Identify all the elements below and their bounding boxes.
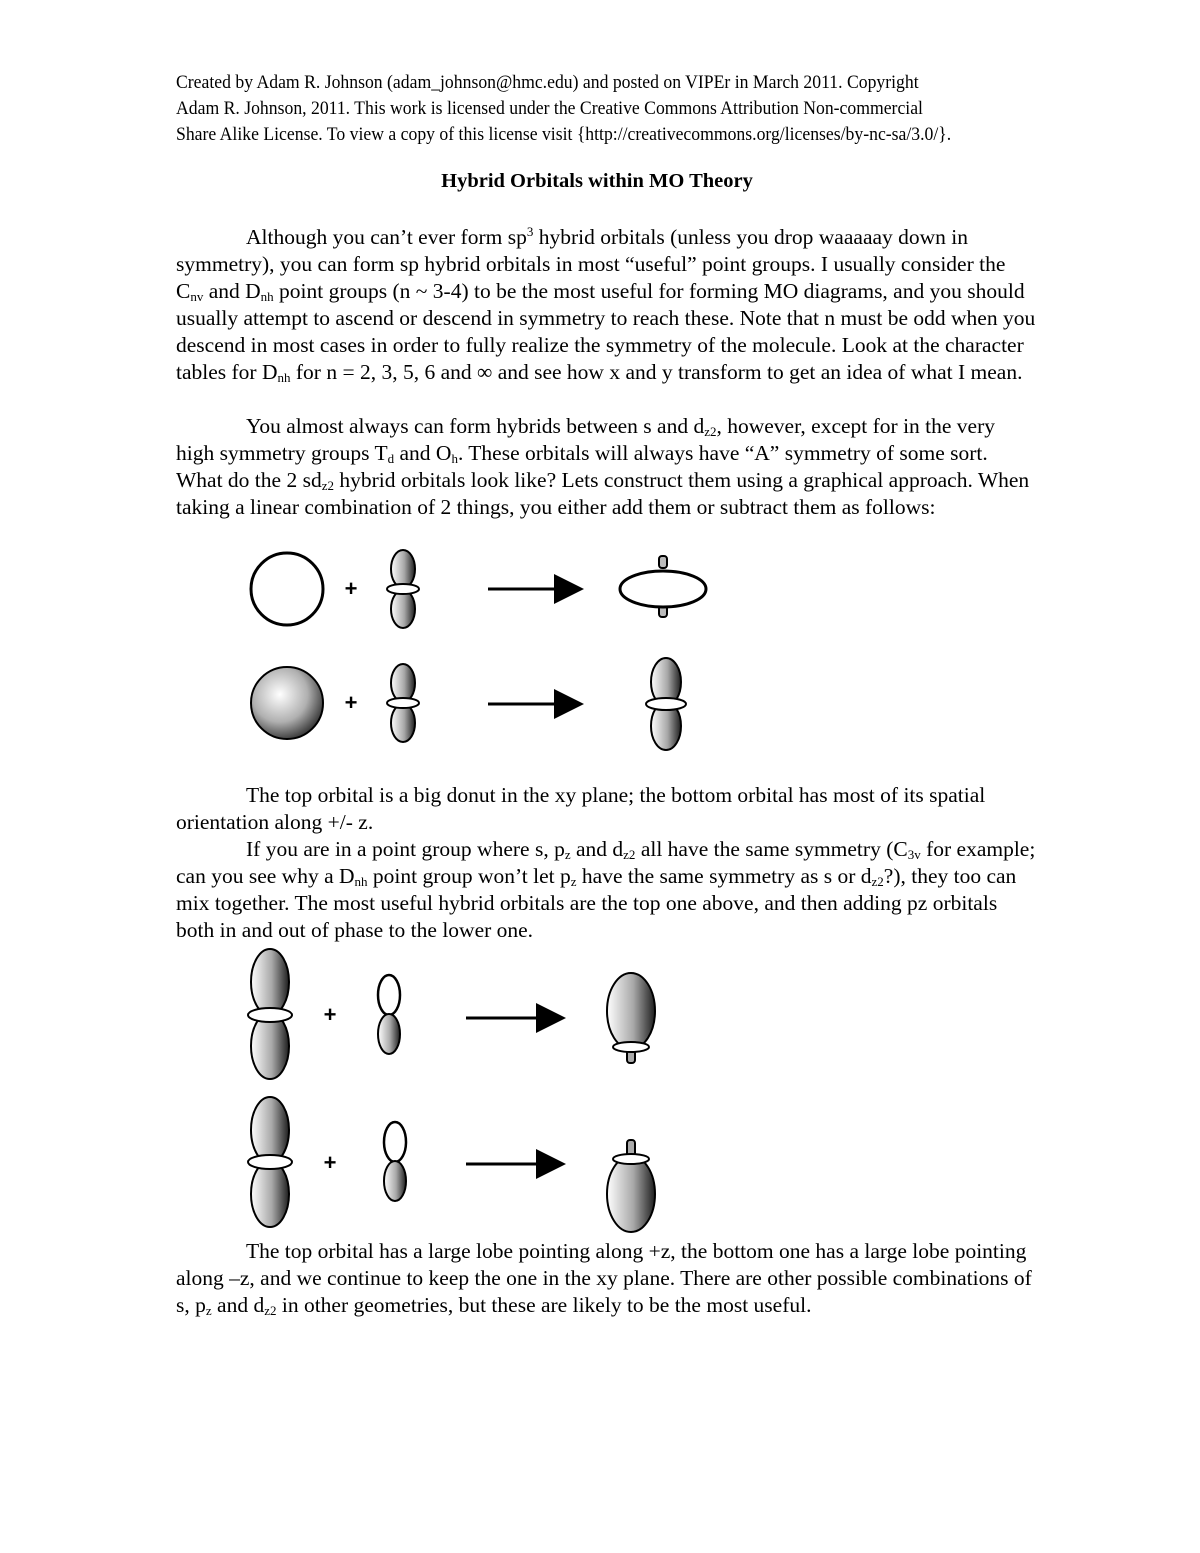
header-line-1: Created by Adam R. Johnson (adam_johnson@hmc.edu) and posted on VIPEr in March 2011. Copyright xyxy=(176,72,919,93)
plus-sign: + xyxy=(344,576,358,601)
minus-z-hybrid-orbital-icon xyxy=(607,1140,655,1232)
paragraph-1: Although you can’t ever form $sp^3$ hybrid orbitals (unless you drop waaaaay down in symmetry), you can form sp hybrid orbitals in most “useful” point groups. I usually consider the $C_{nv}$ and $D_{nh}$ point groups (n ~ 3-4) to be the most useful for forming MO diagrams, and you should usually attempt to ascend or descend in symmetry to reach these. Note that n must be odd when you descend in most cases in order to fully realize the symmetry of the molecule. Look at the character tables for $D_{nh}$ for n = 2, 3, 5, 6 and ∞ and see how x and y transform to get an idea of what I mean. xyxy=(176,224,1036,385)
s-orbital-shaded-icon xyxy=(251,667,323,739)
paragraph-5: The top orbital has a large lobe pointing along +z, the bottom one has a large lobe pointing along –z, and we continue to keep the one in the xy plane. There are other possible combinations of s, $p_z$ and $d_{z2}$ in other geometries, but these are likely to be the most useful. xyxy=(176,1239,1032,1318)
header-line-2: Adam R. Johnson, 2011. This work is licensed under the Creative Commons Attribution Non-commercial xyxy=(176,98,923,119)
plus-sign: + xyxy=(344,690,358,715)
z-axis-hybrid-orbital-icon xyxy=(248,949,292,1079)
paragraph-3: The top orbital is a big donut in the xy plane; the bottom orbital has most of its spatial orientation along +/- z. xyxy=(176,783,986,834)
sd-hybrid-figure xyxy=(0,548,1200,760)
plus-z-hybrid-orbital-icon xyxy=(607,973,655,1063)
paragraph-4: If you are in a point group where s, $p_z$ and $d_{z2}$ all have the same symmetry ($C_{3v}$ for example; can you see why a $D_{nh}$ point group won’t let $p_z$ have the same symmetry as s or $d_{z2}$?), they too can mix together. The most useful hybrid orbitals are the top one above, and then adding pz orbitals both in and out of phase to the lower one. xyxy=(176,837,1036,942)
plus-sign: + xyxy=(323,1002,337,1027)
plus-sign: + xyxy=(323,1150,337,1175)
page-title: Hybrid Orbitals within MO Theory xyxy=(441,170,753,192)
z-axis-hybrid-orbital-icon xyxy=(248,1097,292,1227)
pz-orbital-icon xyxy=(378,975,400,1054)
paragraph-2: You almost always can form hybrids between s and $d_{z2}$, however, except for in the very high symmetry groups $T_d$ and $O_h$. These orbitals will always have “A” symmetry of some sort. What do the 2 $sd_{z2}$ hybrid orbitals look like? Lets construct them using a graphical approach. When taking a linear combination of 2 things, you either add them or subtract them as follows: xyxy=(176,414,1030,519)
s-orbital-empty-icon xyxy=(251,553,323,625)
z-axis-hybrid-orbital-icon xyxy=(646,658,686,750)
header-line-3: Share Alike License. To view a copy of this license visit {http://creativecommons.org/licenses/by-nc-sa/3.0/}. xyxy=(176,124,952,145)
donut-hybrid-orbital-icon xyxy=(620,556,706,617)
copyright-header xyxy=(176,70,976,148)
dz2-orbital-icon xyxy=(387,550,419,628)
dz2-orbital-icon xyxy=(387,664,419,742)
spd-hybrid-figure xyxy=(0,940,1200,1240)
pz-orbital-inverted-icon xyxy=(384,1122,406,1201)
